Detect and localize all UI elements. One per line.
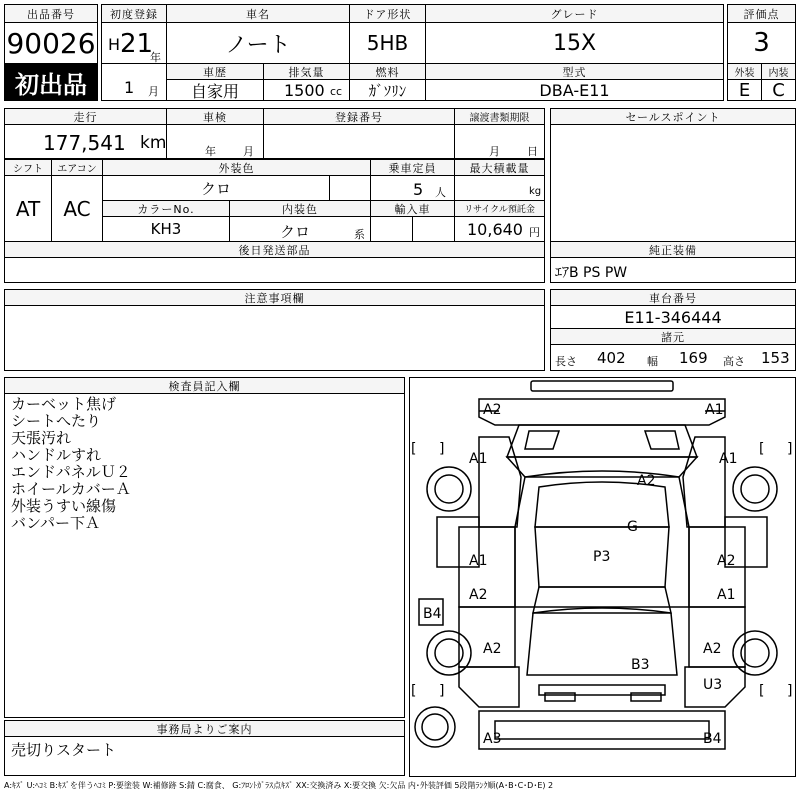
- later-parts-box: [4, 257, 545, 283]
- chassis-number: E11-346444: [550, 305, 796, 329]
- left-rear-fender: [459, 667, 519, 707]
- exterior-grade: E: [727, 79, 762, 101]
- notice-label: 注意事項欄: [4, 289, 545, 306]
- length-label: 長さ: [555, 355, 577, 368]
- rear-hatch: [527, 608, 677, 675]
- rear-bumper-inner: [495, 721, 709, 739]
- interior-grade: C: [761, 79, 796, 101]
- spare-wheel: [415, 707, 455, 747]
- front-grille: [507, 457, 697, 477]
- reg-year: 21: [120, 29, 154, 59]
- width-label: 幅: [647, 355, 658, 368]
- genuine-equipment: ｴｱB PS PW: [555, 265, 628, 281]
- rear-lamp-right: [631, 693, 661, 701]
- spare-wheel-hub: [422, 714, 448, 740]
- recycle-label: リサイクル預託金: [454, 200, 545, 217]
- mileage-label: 走行: [4, 108, 167, 125]
- rear-window: [533, 587, 671, 613]
- inspector-note: 外装うすい線傷: [11, 497, 117, 515]
- reg-month: 1: [124, 78, 135, 97]
- grade: 15X: [425, 22, 724, 64]
- damage-mark: B4: [423, 606, 442, 622]
- notice-box: [4, 305, 545, 371]
- import-box-2: [412, 216, 455, 242]
- score: 3: [727, 22, 796, 64]
- transfer-day-unit: 日: [527, 145, 538, 158]
- colorno-label: カラーNo.: [102, 200, 230, 217]
- mileage-unit: km: [140, 133, 167, 153]
- mileage-box: [4, 124, 167, 159]
- interior-color: クロ: [280, 223, 311, 241]
- load-box: [454, 175, 545, 201]
- inspector-notes: [4, 393, 405, 718]
- right-rear-door: [689, 607, 745, 667]
- sales-label: セールスポイント: [550, 108, 796, 125]
- import-label: 輸入車: [370, 200, 455, 217]
- inspector-note: バンパー下Ａ: [11, 514, 100, 532]
- mileage: 177,541: [43, 131, 126, 155]
- inspection-year-unit: 年: [205, 145, 216, 158]
- wheel-left-rear: [427, 631, 471, 675]
- capacity-unit: 人: [435, 186, 446, 199]
- damage-legend: A:ｷｽﾞ U:ﾍｺﾐ B:ｷｽﾞを伴うﾍｺﾐ P:要塗装 W:補修跡 S:錆 C:腐食、 G:ﾌﾛﾝﾄｶﾞﾗｽ点ｷｽﾞ XX:交換済み X:要交換 欠:欠品 内･外装評価 5段階ﾗﾝｸ順(A･B･C･D･E) 2: [4, 781, 554, 790]
- bracket: ]: [439, 441, 445, 457]
- shift-label: シフト: [4, 159, 52, 176]
- inspector-note: 天張汚れ: [11, 429, 72, 447]
- color-number: KH3: [102, 216, 230, 242]
- inspection-box: [166, 124, 264, 159]
- sales-box: [550, 124, 796, 242]
- body-color: クロ: [102, 175, 330, 201]
- damage-mark: A1: [469, 451, 488, 467]
- inspector-label: 検査員記入欄: [4, 377, 405, 394]
- interior-color-unit: 系: [354, 228, 365, 241]
- damage-mark: A1: [717, 587, 736, 603]
- rear-lamp-left: [545, 693, 575, 701]
- bracket: [: [759, 683, 765, 699]
- model-label: 型式: [425, 63, 724, 80]
- damage-mark: A2: [469, 587, 488, 603]
- displacement: 1500: [284, 81, 325, 100]
- first-reg-label: 初度登録: [101, 4, 167, 23]
- displacement-label: 排気量: [263, 63, 350, 80]
- transfer-month-unit: 月: [489, 145, 500, 158]
- wheel-right-front-hub: [741, 475, 769, 503]
- inspector-note: ハンドルすれ: [11, 446, 102, 464]
- inspector-note: ホイールカバーＡ: [11, 480, 131, 498]
- damage-mark: A2: [483, 402, 502, 418]
- first-reg-year-box: [101, 22, 167, 64]
- damage-mark: A1: [469, 553, 488, 569]
- recycle-unit: 円: [529, 226, 540, 239]
- regno-box: [263, 124, 455, 159]
- color-label: 外装色: [102, 159, 371, 176]
- wheel-left-front: [427, 467, 471, 511]
- front-bumper-top: [531, 381, 673, 391]
- office-label: 事務局よりご案内: [4, 720, 405, 737]
- import-box-1: [370, 216, 413, 242]
- load-label: 最大積載量: [454, 159, 545, 176]
- displacement-unit: cc: [330, 85, 343, 98]
- grade-label: グレード: [425, 4, 724, 23]
- lot-number: 90026: [4, 22, 98, 64]
- transfer-label: 譲渡書類期限: [454, 108, 545, 125]
- recycle-deposit: 10,640: [467, 220, 523, 239]
- car-damage-diagram: [409, 377, 796, 777]
- damage-mark: A2: [483, 641, 502, 657]
- capacity: 5: [413, 180, 424, 199]
- regno-label: 登録番号: [263, 108, 455, 125]
- inspection-label: 車検: [166, 108, 264, 125]
- history: 自家用: [166, 79, 264, 101]
- displacement-box: [263, 79, 350, 101]
- width: 169: [679, 349, 708, 367]
- intcolor-box: [229, 216, 371, 242]
- damage-mark: A2: [703, 641, 722, 657]
- damage-mark: A2: [717, 553, 736, 569]
- wheel-right-front: [733, 467, 777, 511]
- damage-mark: B3: [631, 657, 650, 673]
- height: 153: [761, 349, 790, 367]
- damage-mark: G: [627, 519, 638, 535]
- capacity-label: 乗車定員: [370, 159, 455, 176]
- bracket: [: [411, 683, 417, 699]
- car-name-label: 車名: [166, 4, 350, 23]
- damage-mark: A1: [719, 451, 738, 467]
- load-unit: kg: [529, 186, 542, 197]
- damage-mark: P3: [593, 549, 611, 565]
- rear-bumper: [479, 711, 725, 749]
- left-rear-door: [459, 607, 515, 667]
- recycle-box: [454, 216, 545, 242]
- first-reg-month-box: [101, 63, 167, 101]
- inspection-month-unit: 月: [243, 145, 254, 158]
- fuel-label: 燃料: [349, 63, 426, 80]
- chassis-label: 車台番号: [550, 289, 796, 306]
- lot-label: 出品番号: [4, 4, 98, 23]
- score-label: 評価点: [727, 4, 796, 23]
- headlights: [525, 431, 679, 449]
- exterior-label: 外装: [727, 63, 762, 80]
- bracket: ]: [787, 441, 793, 457]
- genuine-label: 純正装備: [550, 241, 796, 258]
- bracket: ]: [439, 683, 445, 699]
- intcolor-label: 内装色: [229, 200, 371, 217]
- height-label: 高さ: [723, 355, 745, 368]
- damage-mark: U3: [703, 677, 723, 693]
- door-label: ドア形状: [349, 4, 426, 23]
- damage-mark: A3: [483, 731, 502, 747]
- inspector-note: エンドパネルＵ２: [11, 463, 131, 481]
- office-note: 売切りスタート: [11, 741, 117, 759]
- transfer-box: [454, 124, 545, 159]
- capacity-box: [370, 175, 455, 201]
- later-parts-label: 後日発送部品: [4, 241, 545, 258]
- office-box: [4, 736, 405, 776]
- shift: AT: [4, 175, 52, 242]
- inspector-note: カーベット焦げ: [11, 395, 117, 413]
- bracket: [: [759, 441, 765, 457]
- damage-mark: A1: [705, 402, 724, 418]
- specs-box: [550, 344, 796, 371]
- aircon: AC: [51, 175, 103, 242]
- bracket: [: [411, 441, 417, 457]
- fuel: ｶﾞｿﾘﾝ: [349, 79, 426, 101]
- interior-label: 内装: [761, 63, 796, 80]
- month-unit: 月: [148, 85, 159, 98]
- front-bumper: [479, 399, 725, 425]
- damage-mark: B4: [703, 731, 722, 747]
- era: H: [108, 35, 121, 54]
- ac-label: エアコン: [51, 159, 103, 176]
- damage-mark: A2: [637, 473, 656, 489]
- model: DBA-E11: [425, 79, 724, 101]
- wheel-right-rear: [733, 631, 777, 675]
- bracket: ]: [787, 683, 793, 699]
- length: 402: [597, 349, 626, 367]
- history-label: 車歴: [166, 63, 264, 80]
- door-type: 5HB: [349, 22, 426, 64]
- specs-label: 諸元: [550, 328, 796, 345]
- inspector-note: シートへたり: [11, 412, 102, 430]
- genuine-box: [550, 257, 796, 283]
- car-name: ノート: [166, 22, 350, 64]
- color-extra-box: [329, 175, 371, 201]
- hood: [507, 425, 697, 457]
- wheel-left-front-hub: [435, 475, 463, 503]
- year-unit: 年: [150, 51, 161, 64]
- first-listing-badge: 初出品: [4, 63, 98, 101]
